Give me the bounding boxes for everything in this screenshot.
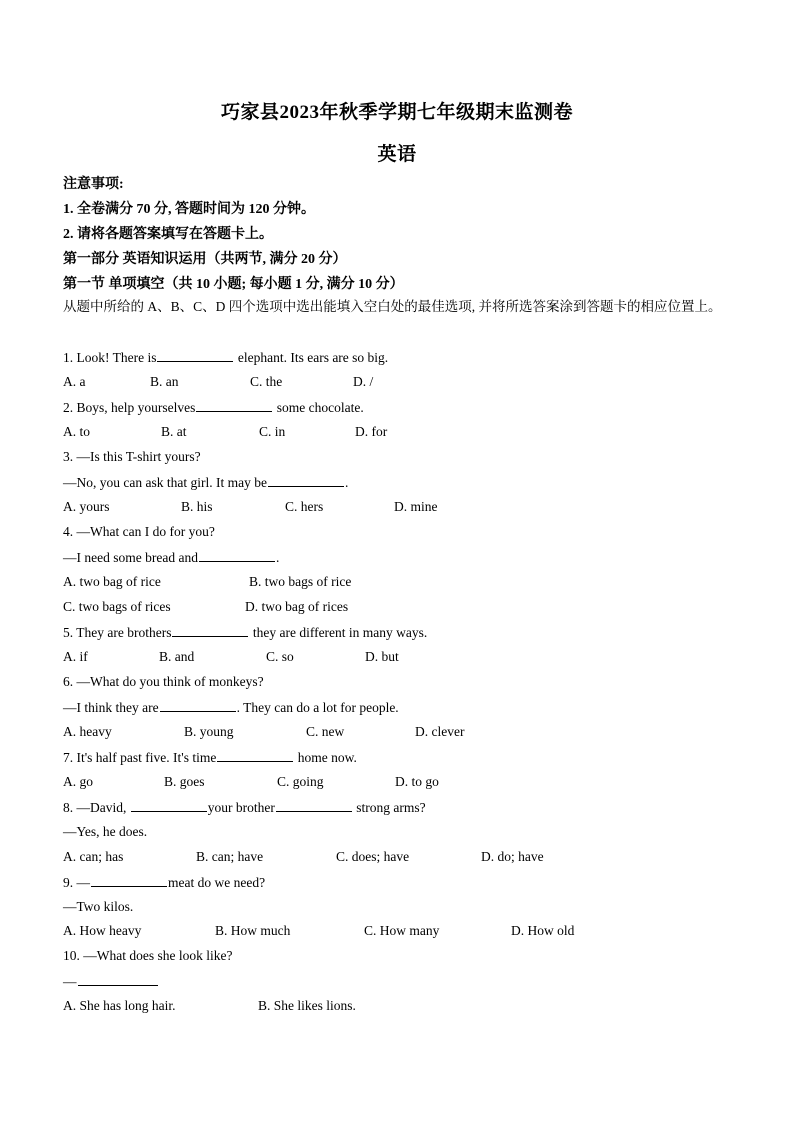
option: A. a — [63, 374, 86, 389]
question-stem: 5. They are brothers they are different in many ways. — [63, 625, 428, 640]
option: A. go — [63, 774, 93, 789]
option: B. How much — [215, 923, 291, 938]
exam-title: 巧家县2023年秋季学期七年级期末监测卷 — [220, 102, 573, 123]
question-stem: 3. —Is this T-shirt yours? — [63, 449, 201, 464]
part-heading: 第一部分 英语知识运用（共两节, 满分 20 分） — [63, 252, 347, 267]
option: A. if — [63, 649, 88, 664]
option: A. two bag of rice — [63, 574, 161, 589]
option: B. can; have — [196, 849, 264, 864]
option: D. / — [353, 374, 374, 389]
option: C. so — [266, 649, 294, 664]
answer-blank — [91, 874, 167, 887]
option: A. She has long hair. — [63, 998, 176, 1013]
answer-blank — [172, 624, 248, 637]
answer-blank — [131, 799, 207, 812]
question-reply: —I think they are . They can do a lot for people. — [63, 700, 399, 715]
option: D. How old — [511, 923, 575, 938]
option: D. for — [355, 424, 388, 439]
subject-title: 英语 — [377, 144, 417, 165]
option: B. at — [161, 424, 187, 439]
option: D. clever — [415, 724, 465, 739]
question-stem: 8. —David, your brother strong arms? — [63, 800, 426, 815]
option: B. young — [184, 724, 234, 739]
question-reply: —No, you can ask that girl. It may be . — [63, 475, 349, 490]
question-stem: 4. —What can I do for you? — [63, 524, 215, 539]
option: C. How many — [364, 923, 440, 938]
option: A. heavy — [63, 724, 112, 739]
option: B. goes — [164, 774, 205, 789]
question-stem: 7. It's half past five. It's time home now. — [63, 750, 357, 765]
question-stem: 6. —What do you think of monkeys? — [63, 674, 264, 689]
notes-heading: 注意事项: — [63, 177, 124, 192]
option: A. How heavy — [63, 923, 142, 938]
option: A. can; has — [63, 849, 124, 864]
option: A. to — [63, 424, 90, 439]
option: C. going — [277, 774, 324, 789]
option: C. does; have — [336, 849, 410, 864]
answer-blank — [157, 349, 233, 362]
question-reply: —Two kilos. — [63, 899, 134, 914]
question-stem: 1. Look! There is elephant. Its ears are so big. — [63, 350, 389, 365]
option: B. his — [181, 499, 213, 514]
option: C. in — [259, 424, 286, 439]
option: C. the — [250, 374, 283, 389]
section-instruction: 从题中所给的 A、B、C、D 四个选项中选出能填入空白处的最佳选项, 并将所选答案涂到答题卡的相应位置上。 — [63, 299, 722, 314]
option: B. an — [150, 374, 179, 389]
question-reply: —Yes, he does. — [63, 824, 148, 839]
option: A. yours — [63, 499, 110, 514]
section-heading: 第一节 单项填空（共 10 小题; 每小题 1 分, 满分 10 分） — [63, 277, 404, 292]
note-item: 2. 请将各题答案填写在答题卡上。 — [63, 227, 273, 242]
option: B. two bags of rice — [249, 574, 352, 589]
answer-blank — [196, 399, 272, 412]
question-stem: 9. — meat do we need? — [63, 875, 266, 890]
question-reply: —I need some bread and . — [63, 550, 280, 565]
option: D. mine — [394, 499, 438, 514]
question-stem: 10. —What does she look like? — [63, 948, 233, 963]
question-stem: 2. Boys, help yourselves some chocolate. — [63, 400, 364, 415]
option: D. do; have — [481, 849, 544, 864]
note-item: 1. 全卷满分 70 分, 答题时间为 120 分钟。 — [63, 202, 315, 217]
option: D. but — [365, 649, 399, 664]
answer-blank — [268, 474, 344, 487]
answer-blank — [217, 749, 293, 762]
answer-blank — [78, 973, 158, 986]
option: D. two bag of rices — [245, 599, 349, 614]
option: B. and — [159, 649, 195, 664]
option: B. She likes lions. — [258, 998, 356, 1013]
option: C. new — [306, 724, 345, 739]
option: C. two bags of rices — [63, 599, 171, 614]
answer-blank — [276, 799, 352, 812]
answer-blank — [199, 549, 275, 562]
option: D. to go — [395, 774, 439, 789]
answer-blank — [160, 699, 236, 712]
question-reply: — — [63, 973, 159, 990]
option: C. hers — [285, 499, 324, 514]
